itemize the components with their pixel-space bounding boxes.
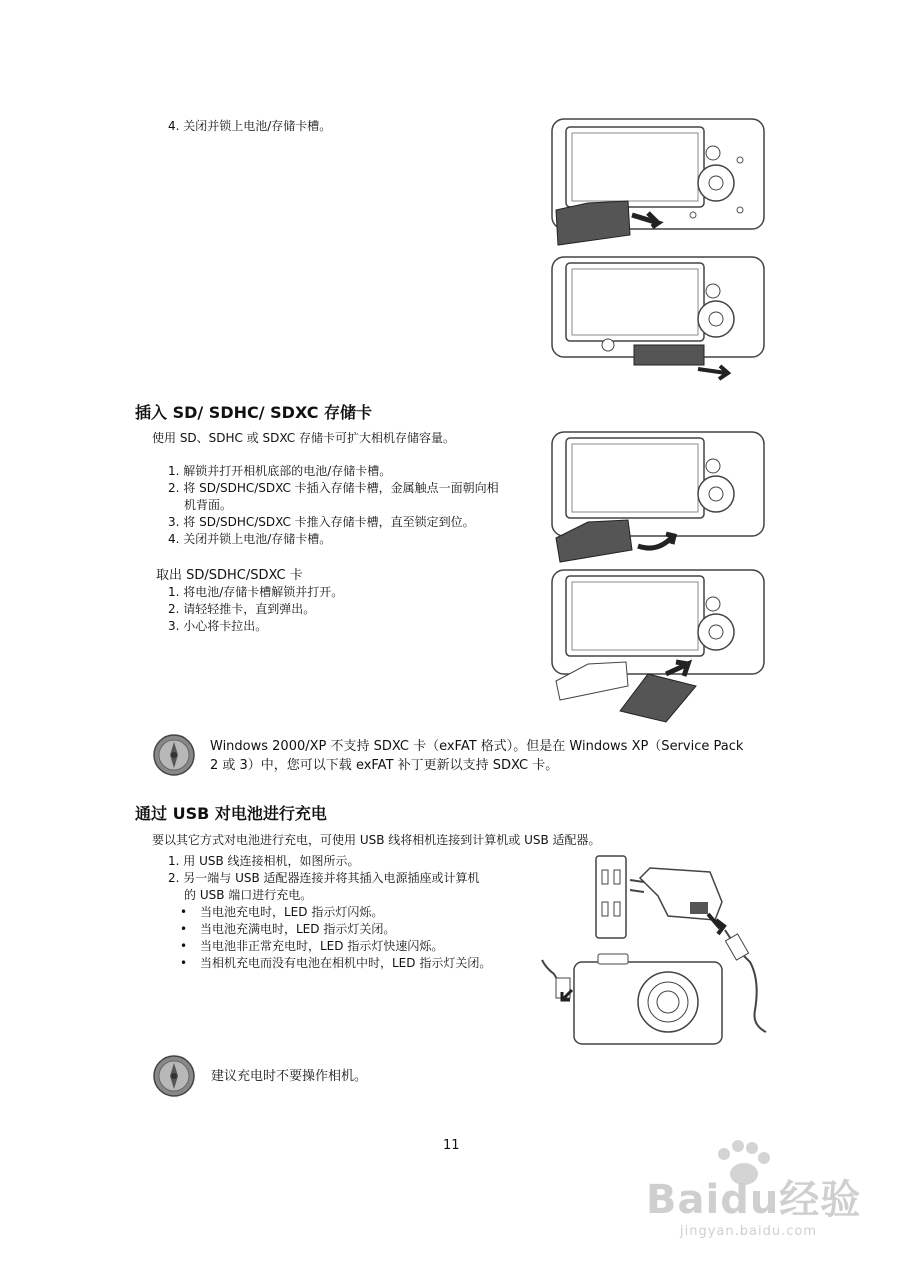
sdxc-note-line-2: 2 或 3）中，您可以下载 exFAT 补丁更新以支持 SDXC 卡。 bbox=[210, 758, 559, 773]
camera-insert-card-illustration bbox=[548, 566, 770, 726]
watermark-brand: Baidu经验 bbox=[646, 1177, 862, 1223]
usb-charging-illustration bbox=[540, 850, 780, 1050]
watermark-url: jingyan.baidu.com bbox=[680, 1224, 817, 1239]
remove-step-2: 2. 请轻轻推卡，直到弹出。 bbox=[168, 602, 316, 616]
section-intro-usb: 要以其它方式对电池进行充电，可使用 USB 线将相机连接到计算机或 USB 适配器。 bbox=[152, 833, 601, 847]
camera-close-slot-illustration-2 bbox=[548, 253, 770, 383]
sd-step-2-cont: 机背面。 bbox=[184, 498, 233, 512]
camera-close-slot-illustration-1 bbox=[548, 115, 770, 255]
usb-bullet-4: 当相机充电而没有电池在相机中时，LED 指示灯关闭。 bbox=[200, 956, 492, 970]
sd-step-3: 3. 将 SD/SDHC/SDXC 卡推入存储卡槽，直至锁定到位。 bbox=[168, 515, 475, 529]
bullet-marker: • bbox=[180, 939, 188, 953]
usb-bullet-3: 当电池非正常充电时，LED 指示灯快速闪烁。 bbox=[200, 939, 444, 953]
sd-step-4: 4. 关闭并锁上电池/存储卡槽。 bbox=[168, 532, 332, 546]
sd-step-2: 2. 将 SD/SDHC/SDXC 卡插入存储卡槽，金属触点一面朝向相 bbox=[168, 481, 499, 495]
sd-step-1: 1. 解锁并打开相机底部的电池/存储卡槽。 bbox=[168, 464, 392, 478]
step-close-slot-top: 4. 关闭并锁上电池/存储卡槽。 bbox=[168, 119, 332, 133]
page-number: 11 bbox=[443, 1138, 460, 1153]
remove-step-1: 1. 将电池/存储卡槽解锁并打开。 bbox=[168, 585, 344, 599]
bullet-marker: • bbox=[180, 922, 188, 936]
section-intro-sd: 使用 SD、SDHC 或 SDXC 存储卡可扩大相机存储容量。 bbox=[152, 431, 455, 445]
section-title-usb: 通过 USB 对电池进行充电 bbox=[135, 804, 327, 823]
note-icon bbox=[152, 733, 196, 777]
usb-step-2: 2. 另一端与 USB 适配器连接并将其插入电源插座或计算机 bbox=[168, 871, 480, 885]
bullet-marker: • bbox=[180, 905, 188, 919]
charging-note: 建议充电时不要操作相机。 bbox=[211, 1069, 368, 1084]
usb-step-1: 1. 用 USB 线连接相机，如图所示。 bbox=[168, 854, 360, 868]
remove-step-3: 3. 小心将卡拉出。 bbox=[168, 619, 268, 633]
section-title-sd: 插入 SD/ SDHC/ SDXC 存储卡 bbox=[135, 403, 373, 422]
usb-step-2-cont: 的 USB 端口进行充电。 bbox=[184, 888, 313, 902]
remove-card-title: 取出 SD/SDHC/SDXC 卡 bbox=[156, 568, 303, 583]
usb-bullet-1: 当电池充电时，LED 指示灯闪烁。 bbox=[200, 905, 384, 919]
sdxc-note-line-1: Windows 2000/XP 不支持 SDXC 卡（exFAT 格式）。但是在 Windows XP（Service Pack bbox=[210, 739, 744, 754]
bullet-marker: • bbox=[180, 956, 188, 970]
note-icon bbox=[152, 1054, 196, 1098]
camera-open-slot-illustration bbox=[548, 428, 770, 568]
usb-bullet-2: 当电池充满电时，LED 指示灯关闭。 bbox=[200, 922, 396, 936]
